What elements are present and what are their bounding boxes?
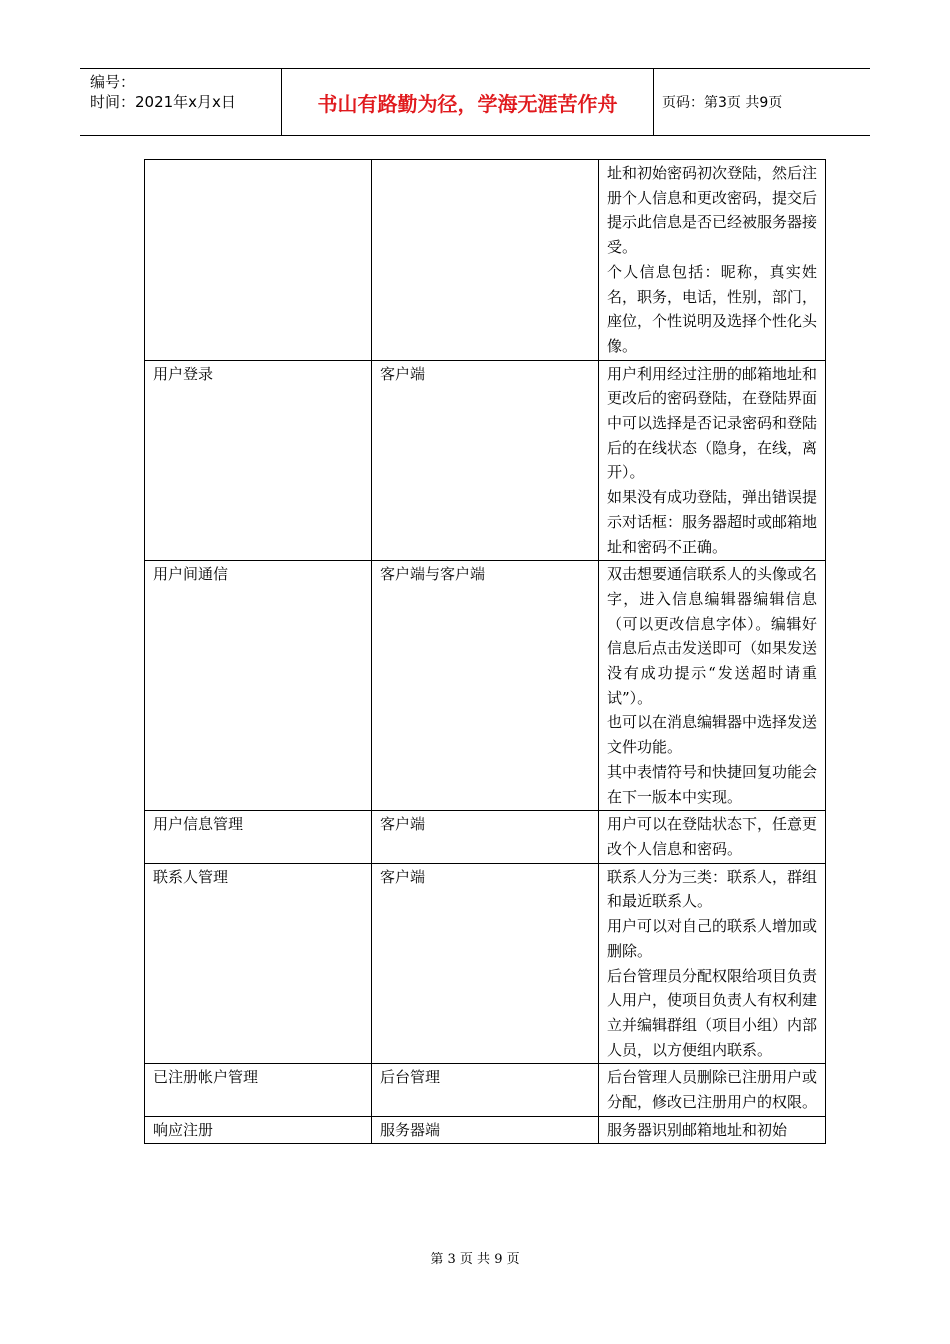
feature-description-cell	[599, 811, 826, 863]
table-row	[145, 863, 826, 1064]
feature-description-cell	[599, 561, 826, 811]
header-meta	[80, 69, 282, 135]
feature-table	[144, 159, 826, 1144]
description-paragraph: 也可以在消息编辑器中选择发送文件功能。	[607, 713, 818, 757]
table-row	[145, 811, 826, 863]
feature-name-cell	[145, 160, 372, 361]
feature-location-cell	[372, 160, 599, 361]
description-paragraph: 如果没有成功登陆，弹出错误提示对话框：服务器超时或邮箱地址和密码不正确。	[607, 488, 818, 556]
doc-time-label: 时间：2021年x月x日	[90, 93, 236, 111]
header-slogan: 书山有路勤为径，学海无涯苦作舟	[282, 69, 654, 135]
feature-location-cell: 客户端	[372, 811, 599, 863]
description-paragraph: 联系人分为三类：联系人，群组和最近联系人。	[607, 867, 818, 911]
table-row	[145, 1116, 826, 1144]
description-paragraph: 用户可以对自己的联系人增加或删除。	[607, 917, 818, 960]
description-paragraph: 用户可以在登陆状态下，任意更改个人信息和密码。	[607, 815, 818, 858]
feature-name-cell: 联系人管理	[145, 863, 372, 1064]
page-header	[80, 68, 870, 136]
doc-number-label: 编号：	[90, 73, 136, 91]
page-footer: 第 3 页 共 9 页	[430, 1252, 520, 1267]
table-row	[145, 160, 826, 361]
description-paragraph: 服务器识别邮箱地址和初始	[607, 1120, 788, 1139]
feature-name-cell: 已注册帐户管理	[145, 1064, 372, 1116]
feature-description-cell	[599, 863, 826, 1064]
feature-description-cell	[599, 1116, 826, 1144]
feature-description-cell	[599, 360, 826, 561]
feature-location-cell: 后台管理	[372, 1064, 599, 1116]
feature-location-cell: 客户端	[372, 863, 599, 1064]
feature-name-cell: 响应注册	[145, 1116, 372, 1144]
table-row	[145, 561, 826, 811]
feature-name-cell: 用户间通信	[145, 561, 372, 811]
description-paragraph: 用户利用经过注册的邮箱地址和更改后的密码登陆，在登陆界面中可以选择是否记录密码和登陆后的在线状态（隐身，在线，离开）。	[607, 364, 818, 482]
feature-description-cell	[599, 1064, 826, 1116]
feature-location-cell: 服务器端	[372, 1116, 599, 1144]
feature-description-cell	[599, 160, 826, 361]
description-paragraph: 后台管理人员删除已注册用户或分配，修改已注册用户的权限。	[607, 1068, 818, 1112]
description-paragraph: 双击想要通信联系人的头像或名字，进入信息编辑器编辑信息（可以更改信息字体）。编辑好信息后点击发送即可（如果发送没有成功提示“发送超时请重试”）。	[607, 565, 818, 707]
feature-name-cell: 用户信息管理	[145, 811, 372, 863]
header-page-info: 页码：第3页 共9页	[662, 95, 783, 111]
description-paragraph: 后台管理员分配权限给项目负责人用户，使项目负责人有权利建立并编辑群组（项目小组）内部人员，以方便组内联系。	[607, 966, 818, 1059]
feature-location-cell: 客户端与客户端	[372, 561, 599, 811]
table-row	[145, 1064, 826, 1116]
feature-table-body	[145, 160, 826, 1144]
description-paragraph: 其中表情符号和快捷回复功能会在下一版本中实现。	[607, 762, 818, 806]
description-paragraph: 址和初始密码初次登陆，然后注册个人信息和更改密码，提交后提示此信息是否已经被服务器接受。	[607, 164, 818, 257]
description-paragraph: 个人信息包括：昵称，真实姓名，职务，电话，性别，部门，座位，个性说明及选择个性化头像。	[607, 262, 818, 355]
feature-name-cell: 用户登录	[145, 360, 372, 561]
feature-location-cell: 客户端	[372, 360, 599, 561]
table-row	[145, 360, 826, 561]
